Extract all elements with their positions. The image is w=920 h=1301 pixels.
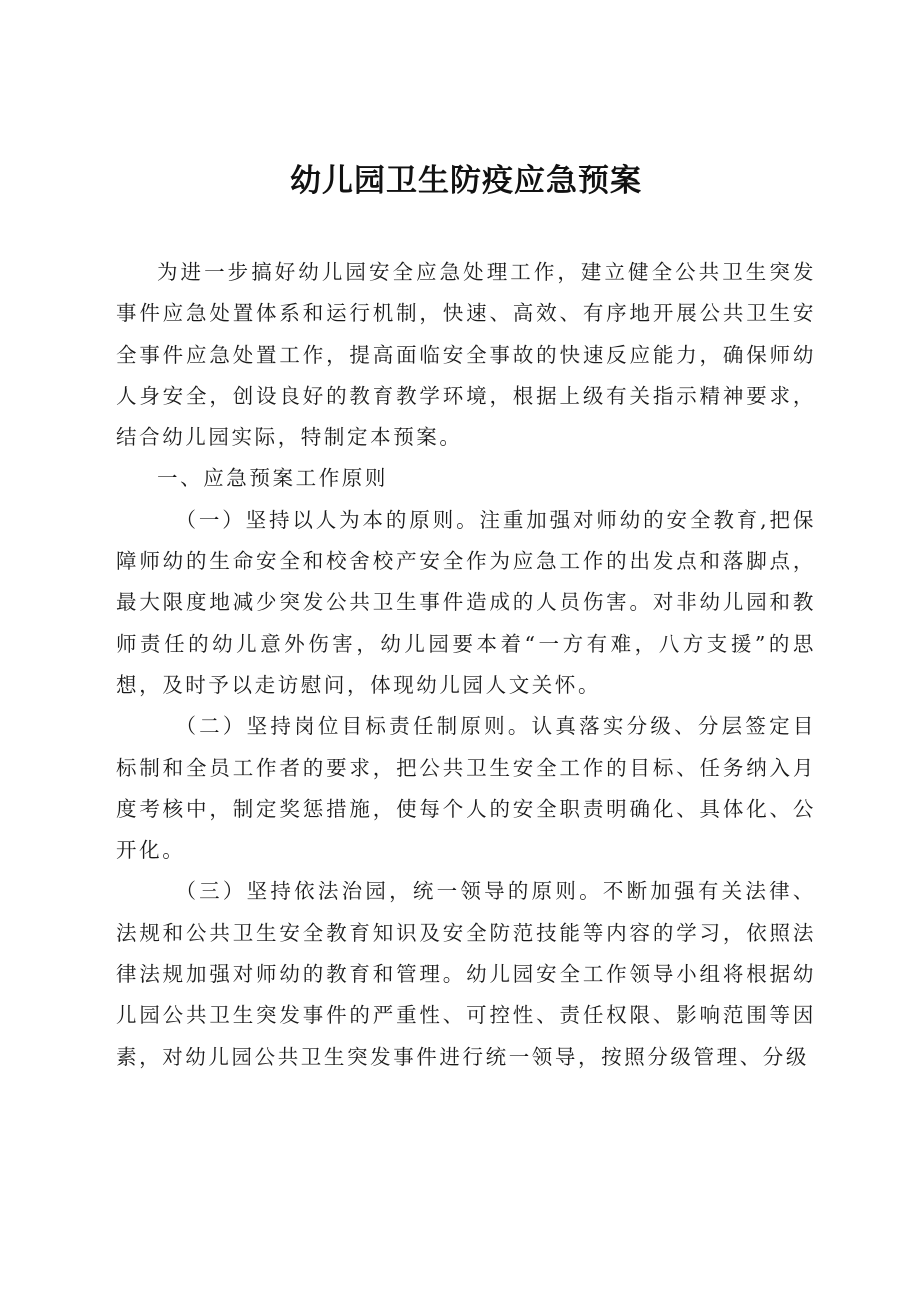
principle-paragraph-2: （二）坚持岗位目标责任制原则。认真落实分级、分层签定目标制和全员工作者的要求，把公共卫生安全工作的目标、任务纳入月度考核中，制定奖惩措施，使每个人的安全职责明确化、具体化、公开化。 bbox=[116, 714, 816, 863]
document-body bbox=[116, 252, 816, 1078]
section-heading-principles: 一、应急预案工作原则 bbox=[157, 466, 388, 491]
principle-paragraph-3: （三）坚持依法治园，统一领导的原则。不断加强有关法律、法规和公共卫生安全教育知识及安全防范技能等内容的学习，依照法律法规加强对师幼的教育和管理。幼儿园安全工作领导小组将根据幼儿园公共卫生突发事件的严重性、可控性、责任权限、影响范围等因素，对幼儿园公共卫生突发事件进行统一领导，按照分级管理、分级 bbox=[116, 879, 816, 1069]
document-title: 幼儿园卫生防疫应急预案 bbox=[290, 163, 642, 199]
intro-paragraph: 为进一步搞好幼儿园安全应急处理工作，建立健全公共卫生突发事件应急处置体系和运行机制，快速、高效、有序地开展公共卫生安全事件应急处置工作，提高面临安全事故的快速反应能力，确保师幼人身安全，创设良好的教育教学环境，根据上级有关指示精神要求，结合幼儿园实际，特制定本预案。 bbox=[116, 260, 816, 450]
principle-paragraph-1: （一）坚持以人为本的原则。注重加强对师幼的安全教育,把保障师幼的生命安全和校舍校产安全作为应急工作的出发点和落脚点，最大限度地减少突发公共卫生事件造成的人员伤害。对非幼儿园和教师责任的幼儿意外伤害，幼儿园要本着“一方有难，八方支援”的思想，及时予以走访慰问，体现幼儿园人文关怀。 bbox=[116, 507, 816, 697]
